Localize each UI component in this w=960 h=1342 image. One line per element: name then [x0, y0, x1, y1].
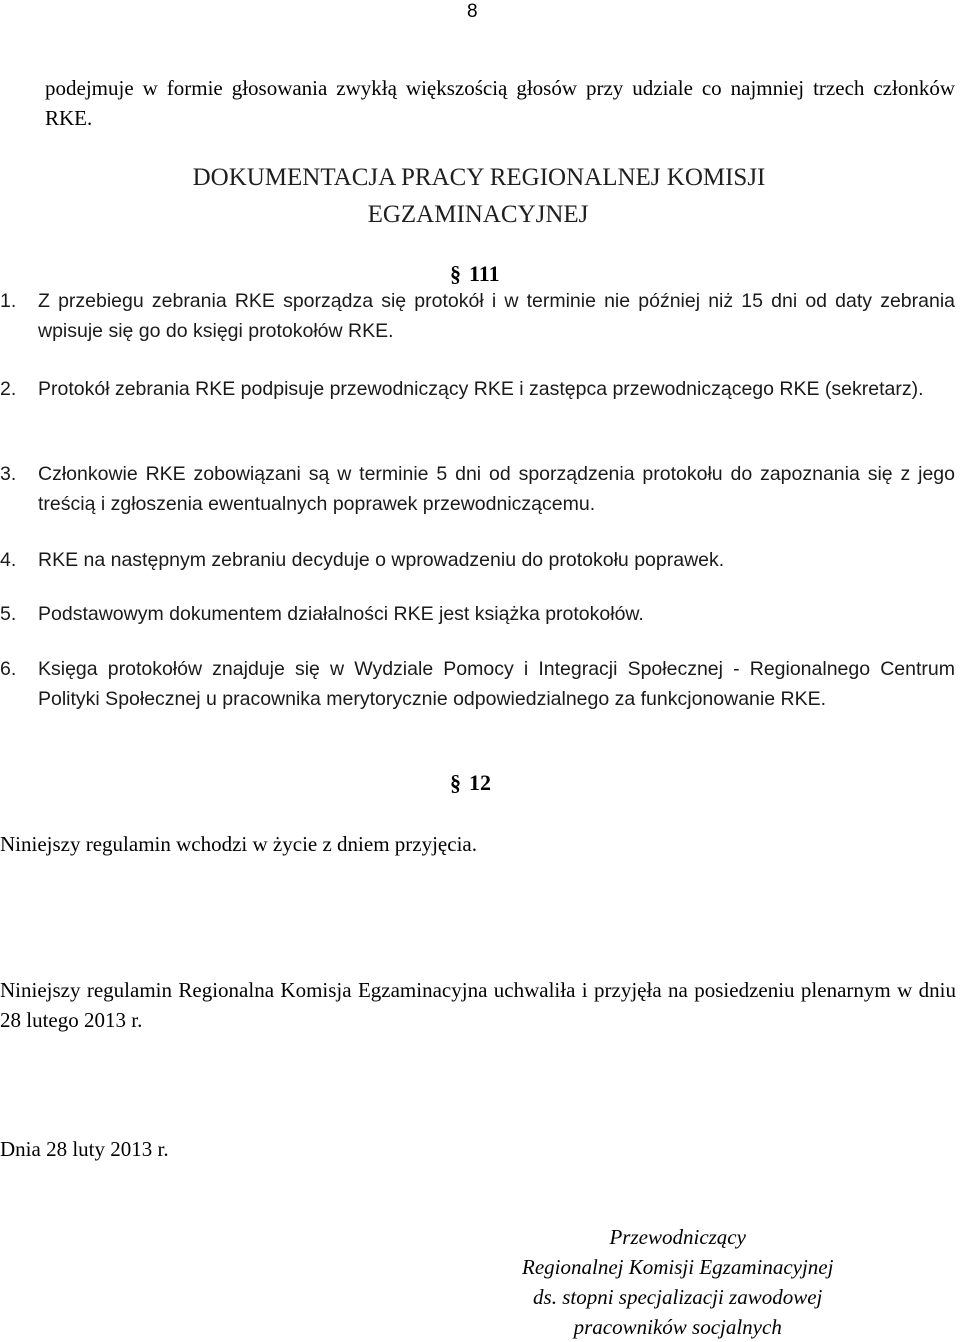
- section-number: 12: [469, 770, 491, 795]
- document-date: Dnia 28 luty 2013 r.: [0, 1137, 169, 1161]
- heading-line-2: EGZAMINACYJNEJ: [367, 201, 589, 228]
- signature-title: Przewodniczący: [609, 1225, 746, 1249]
- list-item-text: Podstawowym dokumentem działalności RKE jest książka protokołów.: [38, 603, 644, 625]
- list-item: [0, 654, 955, 714]
- effective-date-statement: Niniejszy regulamin wchodzi w życie z dniem przyjęcia.: [0, 832, 477, 856]
- signature-block: [522, 1222, 833, 1342]
- section-12-marker: [449, 770, 491, 796]
- list-item-text: Protokół zebrania RKE podpisuje przewodniczący RKE i zastępca przewodniczącego RKE (sekretarz).: [38, 378, 924, 400]
- section-sign-icon: [449, 771, 465, 793]
- adoption-statement: Niniejszy regulamin Regionalna Komisja Egzaminacyjna uchwaliła i przyjęła na posiedzeniu plenarnym w dniu 28 lutego 2013 r.: [0, 978, 956, 1032]
- list-item-text: Z przebiegu zebrania RKE sporządza się protokół i w terminie nie później niż 15 dni od daty zebrania wpisuje się go do księgi protokołów RKE.: [38, 290, 955, 342]
- list-item-text: RKE na następnym zebraniu decyduje o wprowadzeniu do protokołu poprawek.: [38, 549, 725, 571]
- list-item-number: 3.: [0, 463, 17, 485]
- list-item: [0, 374, 955, 404]
- list-item-number: 5.: [0, 603, 17, 625]
- page-number: 8: [467, 1, 478, 22]
- svg-text:§: §: [450, 262, 461, 284]
- section-number: 111: [469, 261, 500, 286]
- list-item-text: Członkowie RKE zobowiązani są w terminie 5 dni od sporządzenia protokołu do zapoznania się z jego treścią i zgłoszenia ewentualnych poprawek przewodniczącemu.: [38, 463, 955, 515]
- list-item: [0, 286, 955, 346]
- list-item: [0, 459, 955, 519]
- section-heading: [0, 159, 956, 233]
- list-item-number: 4.: [0, 549, 17, 571]
- section-sign-icon: [449, 262, 465, 284]
- svg-text:§: §: [450, 771, 461, 793]
- list-item: [0, 545, 955, 575]
- list-item-number: 2.: [0, 378, 17, 400]
- heading-line-1: DOKUMENTACJA PRACY REGIONALNEJ KOMISJI: [192, 164, 766, 191]
- signature-line-4: pracowników socjalnych: [573, 1315, 782, 1339]
- signature-line-2: Regionalnej Komisji Egzaminacyjnej: [522, 1255, 834, 1279]
- section-111-marker: [449, 261, 500, 287]
- list-item-number: 1.: [0, 290, 17, 312]
- intro-paragraph: podejmuje w formie głosowania zwykłą większością głosów przy udziale co najmniej trzech członków RKE.: [45, 76, 955, 130]
- list-item-text: Księga protokołów znajduje się w Wydziale Pomocy i Integracji Społecznej - Regionalnego Centrum Polityki Społecznej u pracownika merytorycznie odpowiedzialnego za funkcjonowanie RKE.: [38, 658, 955, 710]
- signature-line-3: ds. stopni specjalizacji zawodowej: [533, 1285, 823, 1309]
- list-item: [0, 599, 955, 629]
- list-item-number: 6.: [0, 658, 17, 680]
